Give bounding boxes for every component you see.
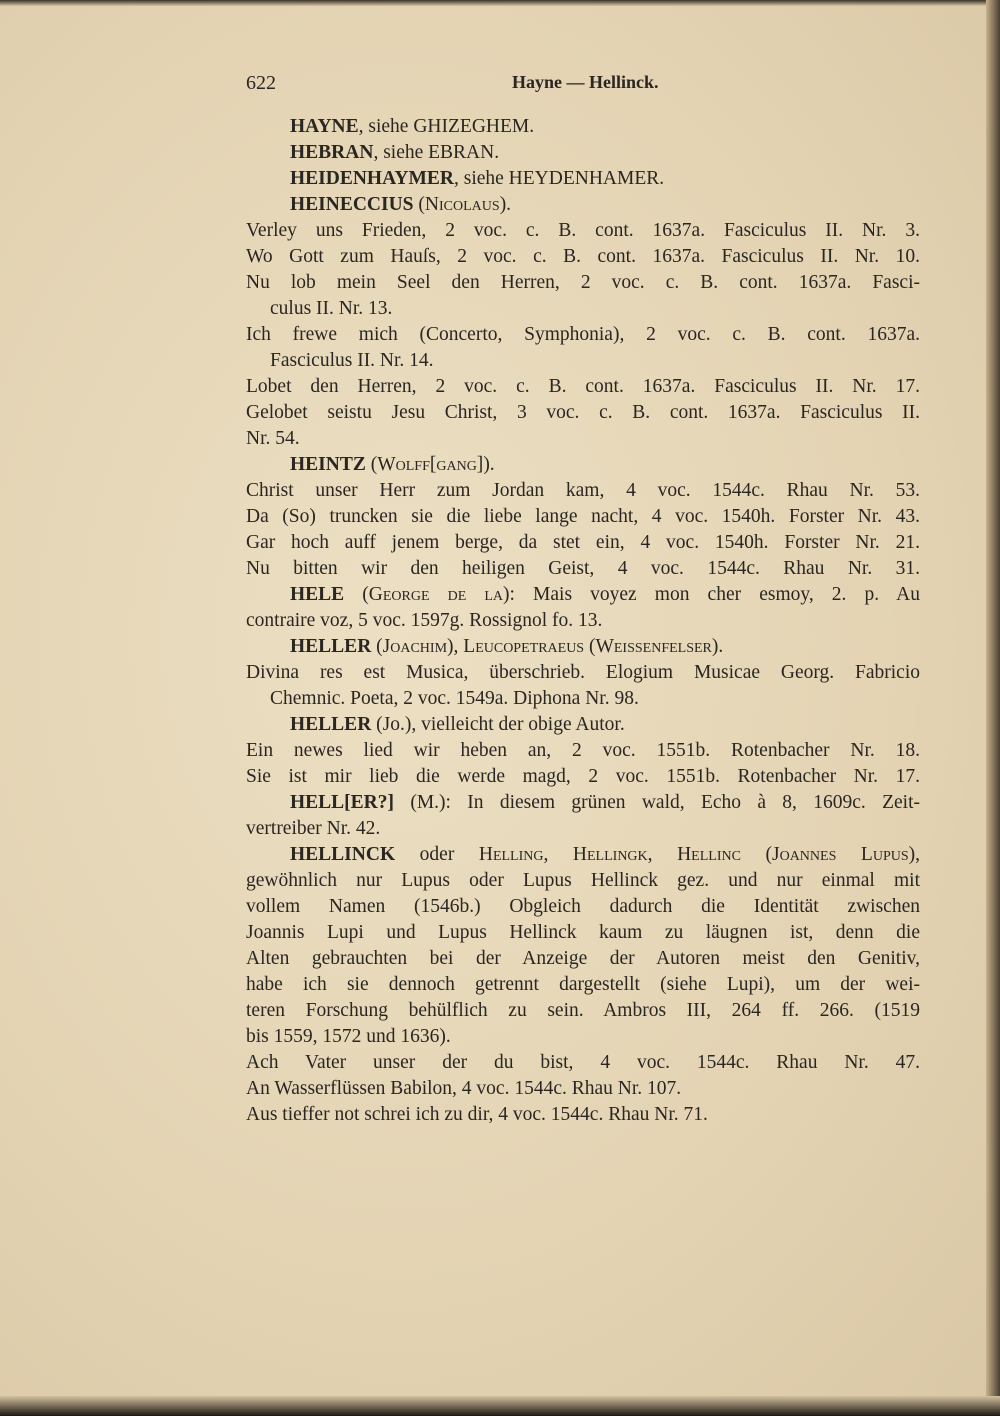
text-line bbox=[246, 1102, 920, 1128]
text-line bbox=[246, 894, 920, 920]
line-text: vertreiber Nr. 42. bbox=[246, 818, 381, 839]
line-text: ), bbox=[447, 636, 464, 657]
line-text: Chemnic. Poeta, 2 voc. 1549a. Diphona Nr. 98. bbox=[270, 688, 639, 709]
text-line bbox=[246, 322, 920, 348]
given-name: George de la bbox=[368, 584, 504, 605]
text-line bbox=[246, 348, 920, 374]
line-text: ). bbox=[483, 454, 495, 475]
line-text: , siehe EBRAN. bbox=[373, 142, 500, 163]
line-text: An Wasserflüssen Babilon, 4 voc. 1544c. Rhau Nr. 107. bbox=[246, 1078, 682, 1099]
page-bottom-edge bbox=[0, 1396, 1000, 1416]
line-text: Lobet den Herren, 2 voc. c. B. cont. 1637a. Fasciculus II. Nr. 17. bbox=[246, 376, 920, 397]
line-text: Sie ist mir lieb die werde magd, 2 voc. 1551b. Rotenbacher Nr. 17. bbox=[246, 766, 920, 787]
alias-name: Leucopetraeus bbox=[463, 636, 585, 657]
line-text: ( bbox=[740, 844, 772, 865]
line-text: Divina res est Musica, überschrieb. Elogium Musicae Georg. Fabricio bbox=[246, 662, 920, 683]
line-text: teren Forschung behülflich zu sein. Ambros III, 264 ff. 266. (1519 bbox=[246, 1000, 920, 1021]
line-text: ( bbox=[344, 584, 369, 605]
line-text: oder bbox=[395, 844, 479, 865]
line-text: ): Mais voyez mon cher esmoy, 2. p. Au bbox=[503, 584, 920, 605]
line-text: contraire voz, 5 voc. 1597g. Rossignol fo. 13. bbox=[246, 610, 603, 631]
composer-name: HEBRAN bbox=[290, 142, 374, 163]
alias-name: Weissenfelser bbox=[595, 636, 712, 657]
line-text: (M.): In diesem grünen wald, Echo à 8, 1609c. Zeit- bbox=[394, 792, 920, 813]
composer-name: HELLINCK bbox=[290, 844, 396, 865]
entry-heading-line bbox=[246, 166, 920, 192]
line-text: Gar hoch auff jenem berge, da stet ein, 4 voc. 1540h. Forster Nr. 21. bbox=[246, 532, 920, 553]
entry-heading-line bbox=[246, 192, 920, 218]
line-text: ( bbox=[365, 454, 378, 475]
composer-name: HELL[ER?] bbox=[290, 792, 395, 813]
line-text: (Jo.), vielleicht der obige Autor. bbox=[371, 714, 625, 735]
text-line bbox=[246, 504, 920, 530]
line-text: ( bbox=[584, 636, 596, 657]
line-text: vollem Namen (1546b.) Obgleich dadurch die Identität zwischen bbox=[246, 896, 920, 917]
entry-heading-line bbox=[246, 582, 920, 608]
page-number: 622 bbox=[246, 72, 276, 94]
composer-name: HEIDENHAYMER bbox=[290, 168, 454, 189]
text-line bbox=[246, 556, 920, 582]
line-text: Wo Gott zum Hauſs, 2 voc. c. B. cont. 1637a. Fasciculus II. Nr. 10. bbox=[246, 246, 920, 267]
given-name: Helling, Hellingk, Hellinc bbox=[478, 844, 741, 865]
composer-name: HAYNE bbox=[290, 116, 359, 137]
text-line bbox=[246, 478, 920, 504]
line-text: ). bbox=[499, 194, 512, 215]
running-header bbox=[246, 72, 920, 102]
text-line bbox=[246, 218, 920, 244]
line-text: Ein newes lied wir heben an, 2 voc. 1551b. Rotenbacher Nr. 18. bbox=[246, 740, 920, 761]
line-text: Nr. 54. bbox=[246, 428, 300, 449]
text-line bbox=[246, 1076, 920, 1102]
entry-heading-line bbox=[246, 140, 920, 166]
line-text: ( bbox=[371, 636, 383, 657]
line-text: culus II. Nr. 13. bbox=[270, 298, 393, 319]
line-text: ). bbox=[711, 636, 724, 657]
line-text: Joannis Lupi und Lupus Hellinck kaum zu läugnen ist, denn die bbox=[246, 922, 920, 943]
text-line bbox=[246, 1024, 920, 1050]
line-text: Gelobet seistu Jesu Christ, 3 voc. c. B. cont. 1637a. Fasciculus II. bbox=[246, 402, 920, 423]
given-name: Joachim bbox=[382, 636, 448, 657]
text-line bbox=[246, 764, 920, 790]
given-name: Wolff[gang] bbox=[377, 454, 484, 475]
text-line bbox=[246, 920, 920, 946]
composer-name: HELLER bbox=[290, 636, 372, 657]
line-text: ), bbox=[908, 844, 921, 865]
entry-heading-line bbox=[246, 452, 920, 478]
composer-name: HEINECCIUS bbox=[290, 194, 414, 215]
text-line bbox=[246, 608, 920, 634]
line-text: Da (So) truncken sie die liebe lange nacht, 4 voc. 1540h. Forster Nr. 43. bbox=[246, 506, 920, 527]
line-text: Nu bitten wir den heiligen Geist, 4 voc. 1544c. Rhau Nr. 31. bbox=[246, 558, 920, 579]
entry-heading-line bbox=[246, 790, 920, 816]
running-title: Hayne — Hellinck. bbox=[512, 72, 659, 92]
text-line bbox=[246, 530, 920, 556]
entry-heading-line bbox=[246, 114, 920, 140]
page-spine-edge bbox=[986, 0, 1000, 1416]
text-line bbox=[246, 296, 920, 322]
text-line bbox=[246, 816, 920, 842]
line-text: , siehe HEYDENHAMER. bbox=[453, 168, 665, 189]
line-text: Nu lob mein Seel den Herren, 2 voc. c. B. cont. 1637a. Fasci- bbox=[246, 272, 920, 293]
text-line bbox=[246, 426, 920, 452]
text-line bbox=[246, 270, 920, 296]
line-text: habe ich sie dennoch getrennt dargestellt (siehe Lupi), um der wei- bbox=[246, 974, 920, 995]
given-name: Nicolaus bbox=[424, 194, 500, 215]
text-line bbox=[246, 400, 920, 426]
text-line bbox=[246, 738, 920, 764]
line-text: gewöhnlich nur Lupus oder Lupus Hellinck gez. und nur einmal mit bbox=[246, 870, 920, 891]
composer-name: HELLER bbox=[290, 714, 372, 735]
line-text: Fasciculus II. Nr. 14. bbox=[270, 350, 434, 371]
entry-heading-line bbox=[246, 634, 920, 660]
line-text: Ich frewe mich (Concerto, Symphonia), 2 voc. c. B. cont. 1637a. bbox=[246, 324, 920, 345]
text-line bbox=[246, 660, 920, 686]
line-text: Alten gebrauchten bei der Anzeige der Autoren meist den Genitiv, bbox=[246, 948, 920, 969]
text-line bbox=[246, 998, 920, 1024]
line-text: Aus tieffer not schrei ich zu dir, 4 voc. 1544c. Rhau Nr. 71. bbox=[246, 1104, 708, 1125]
body-text bbox=[246, 114, 920, 1128]
entry-heading-line bbox=[246, 712, 920, 738]
text-line bbox=[246, 972, 920, 998]
alias-name: Joannes Lupus bbox=[772, 844, 909, 865]
composer-name: HELE bbox=[290, 584, 345, 605]
text-line bbox=[246, 1050, 920, 1076]
text-line bbox=[246, 946, 920, 972]
text-line bbox=[246, 374, 920, 400]
text-line bbox=[246, 686, 920, 712]
composer-name: HEINTZ bbox=[290, 454, 366, 475]
text-line bbox=[246, 244, 920, 270]
line-text: Ach Vater unser der du bist, 4 voc. 1544c. Rhau Nr. 47. bbox=[246, 1052, 920, 1073]
line-text: , siehe GHIZEGHEM. bbox=[358, 116, 535, 137]
line-text: Verley uns Frieden, 2 voc. c. B. cont. 1637a. Fasciculus II. Nr. 3. bbox=[246, 220, 920, 241]
entry-heading-line bbox=[246, 842, 920, 868]
line-text: bis 1559, 1572 und 1636). bbox=[246, 1026, 451, 1047]
line-text: Christ unser Herr zum Jordan kam, 4 voc. 1544c. Rhau Nr. 53. bbox=[246, 480, 920, 501]
page-top-edge bbox=[0, 0, 1000, 6]
text-line bbox=[246, 868, 920, 894]
line-text: ( bbox=[413, 194, 425, 215]
